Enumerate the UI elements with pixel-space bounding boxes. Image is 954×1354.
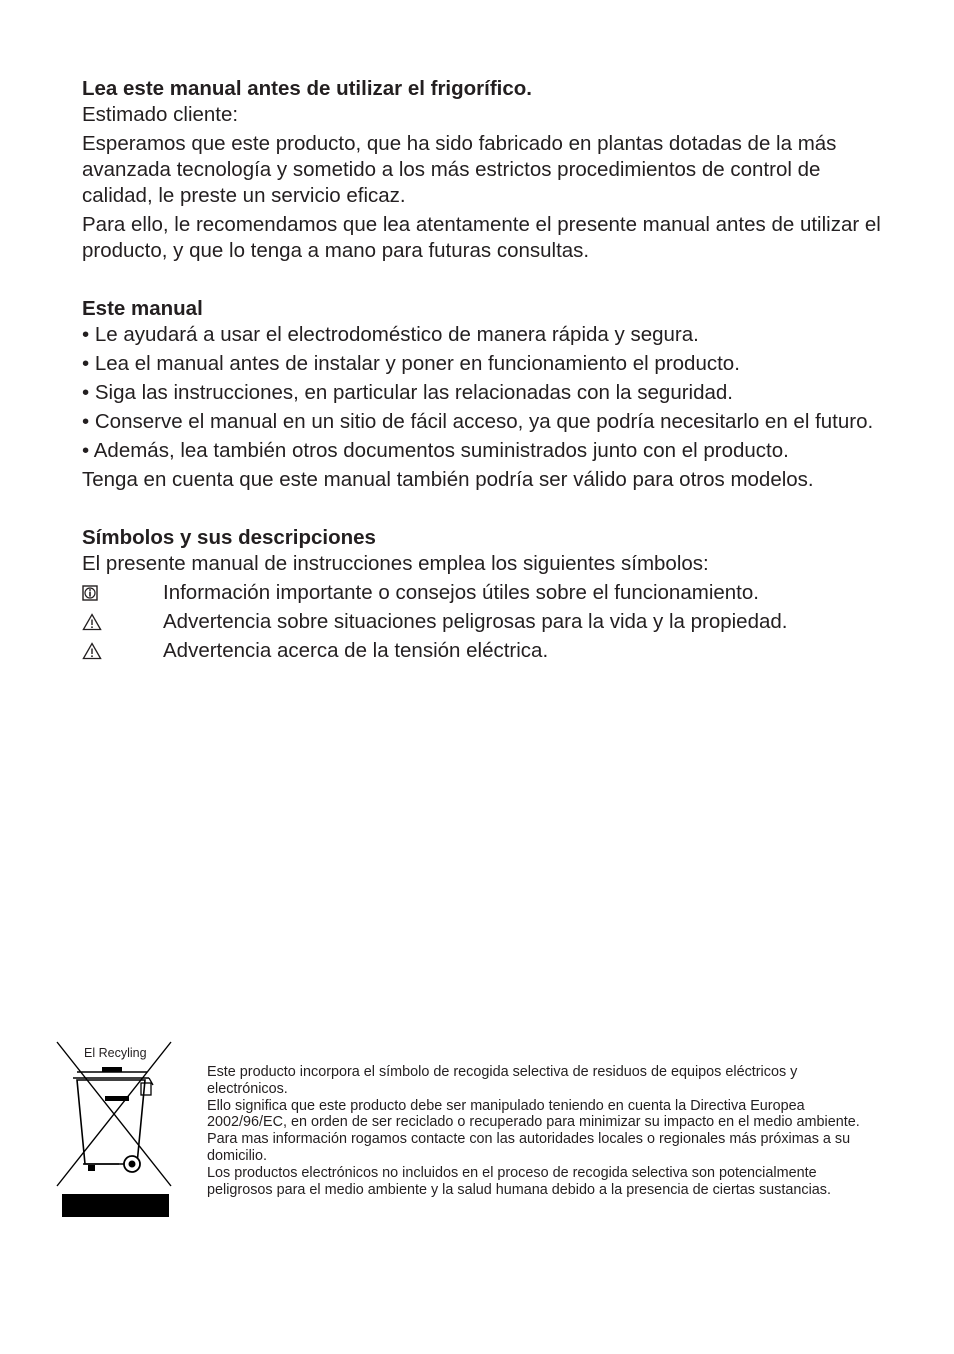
symbol-description: Información importante o consejos útiles sobre el funcionamiento. [163, 581, 759, 604]
symbol-row-info [82, 580, 882, 606]
manual-note: Tenga en cuenta que este manual también podría ser válido para otros modelos. [82, 468, 814, 491]
manual-bullet: • Siga las instrucciones, en particular las relacionadas con la seguridad. [82, 381, 734, 404]
manual-title: Este manual [82, 297, 203, 320]
manual-bullet: • Además, lea también otros documentos suministrados junto con el producto. [82, 439, 789, 462]
manual-section [82, 296, 882, 493]
recycling-paragraph-3: Los productos electrónicos no incluidos en el proceso de recogida selectiva son potencialmente peligrosos para el medio ambiente y la salud humana debido a la presencia de ciertas sustancias. [207, 1164, 831, 1198]
info-icon [82, 580, 163, 606]
manual-bullet: • Le ayudará a usar el electrodoméstico de manera rápida y segura. [82, 323, 699, 346]
manual-bullet: • Lea el manual antes de instalar y poner en funcionamiento el producto. [82, 352, 740, 375]
symbol-row-warning [82, 609, 882, 635]
recycling-text [207, 1064, 882, 1198]
intro-title: Lea este manual antes de utilizar el frigorífico. [82, 77, 532, 100]
intro-greeting: Estimado cliente: [82, 103, 239, 126]
symbol-row-voltage [82, 638, 882, 664]
manual-page [82, 76, 882, 667]
manual-bullet: • Conserve el manual en un sitio de fácil acceso, ya que podría necesitarlo en el futuro. [82, 410, 874, 433]
symbol-description: Advertencia acerca de la tensión eléctrica. [163, 639, 549, 662]
symbols-section [82, 525, 882, 664]
warning-icon [82, 609, 163, 635]
symbols-title: Símbolos y sus descripciones [82, 526, 376, 549]
intro-paragraph-1: Esperamos que este producto, que ha sido fabricado en plantas dotadas de la más avanzada tecnología y sometido a los más estrictos procedimientos de control de calidad, le preste un servicio eficaz. [82, 132, 837, 207]
recycling-notice [55, 1040, 885, 1230]
recycling-caption: El Recyling [84, 1046, 147, 1060]
recycling-paragraph-2: Ello significa que este producto debe ser manipulado teniendo en cuenta la Directiva Europea 2002/96/EC, en orden de ser reciclado o recuperado para minimizar su impacto en el medio ambiente. Para mas información rogamos contacte con las autoridades locales o regionales más próximas a su domicilio. [207, 1097, 860, 1164]
recycling-paragraph-1: Este producto incorpora el símbolo de recogida selectiva de residuos de equipos eléctricos y electrónicos. [207, 1064, 798, 1097]
crossed-out-wheelie-bin-icon [55, 1040, 173, 1220]
recycling-bar [62, 1194, 169, 1217]
intro-paragraph-2: Para ello, le recomendamos que lea atentamente el presente manual antes de utilizar el producto, y que lo tenga a mano para futuras consultas. [82, 213, 881, 262]
symbols-intro: El presente manual de instrucciones emplea los siguientes símbolos: [82, 552, 709, 575]
symbol-description: Advertencia sobre situaciones peligrosas para la vida y la propiedad. [163, 610, 788, 633]
intro-section [82, 76, 882, 264]
warning-icon [82, 638, 163, 664]
